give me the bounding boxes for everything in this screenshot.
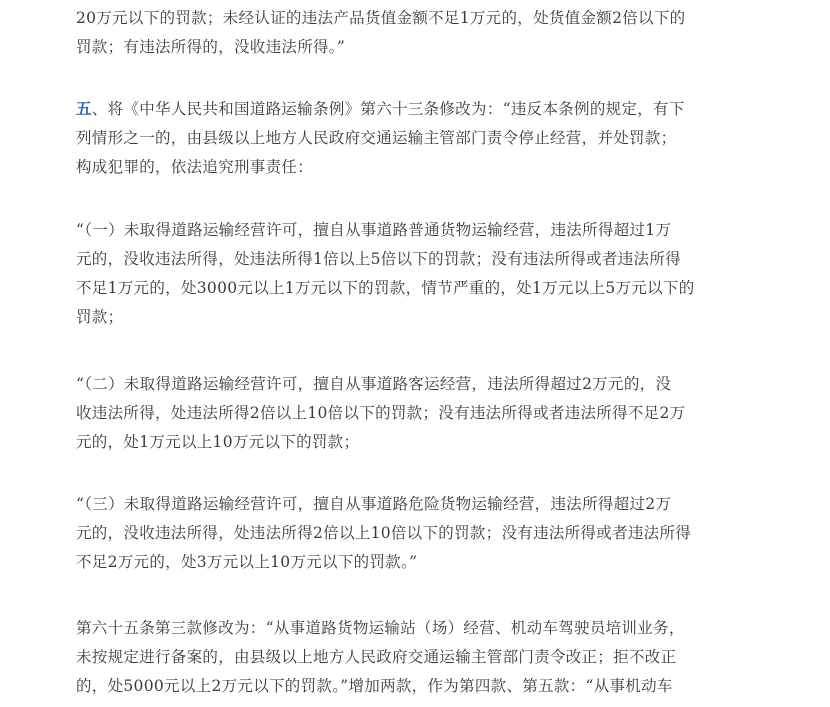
section-five-text: 、将《中华人民共和国道路运输条例》第六十三条修改为：“违反本条例的规定，有下 列情形之一的，由县级以上地方人民政府交通运输主管部门责令停止经营，并处罚款； 构成犯罪的，依法追究刑事责任： (76, 100, 685, 176)
paragraph-item-two: “（二）未取得道路运输经营许可，擅自从事道路客运经营，违法所得超过2万元的，没 收违法所得，处违法所得2倍以上10倍以下的罚款；没有违法所得或者违法所得不足2万 元的，处1万元以上10万元以下的罚款； (76, 375, 686, 451)
paragraph-penalty-continuation: 20万元以下的罚款；未经认证的违法产品货值金额不足1万元的，处货值金额2倍以下的 罚款；有违法所得的，没收违法所得。” (76, 9, 686, 56)
paragraph-item-three: “（三）未取得道路运输经营许可，擅自从事道路危险货物运输经营，违法所得超过2万 元的，没收违法所得，处违法所得2倍以上10倍以下的罚款；没有违法所得或者违法所得 不足2万元的，处3万元以上10万元以下的罚款。” (76, 495, 692, 571)
paragraph-article-sixty-five: 第六十五条第三款修改为：“从事道路货物运输站（场）经营、机动车驾驶员培训业务， 未按规定进行备案的，由县级以上地方人民政府交通运输主管部门责令改正；拒不改正 的，处5000元以上2万元以下的罚款。”增加两款，作为第四款、第五款：“从事机动车 (76, 619, 685, 695)
paragraph-section-five (76, 94, 756, 182)
section-number: 五 (76, 99, 92, 118)
paragraph-item-one: “（一）未取得道路运输经营许可，擅自从事道路普通货物运输经营，违法所得超过1万 元的，没收违法所得，处违法所得1倍以上5倍以下的罚款；没有违法所得或者违法所得 不足1万元的，处3000元以上1万元以下的罚款，情节严重的，处1万元以上5万元以下的 罚款； (76, 221, 695, 326)
